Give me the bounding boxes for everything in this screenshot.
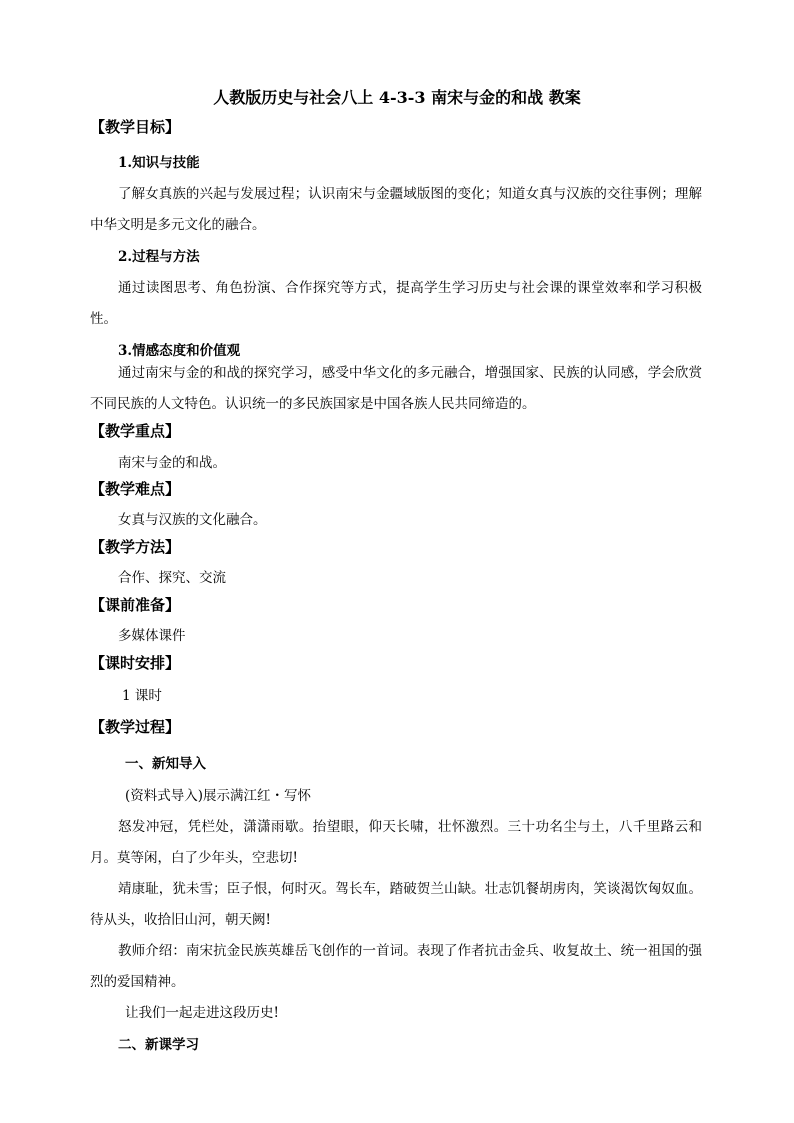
attitude-values-heading: 3.情感态度和价值观 — [118, 343, 241, 359]
class-hours-text: 1 课时 — [122, 688, 162, 704]
knowledge-skills-heading: 1.知识与技能 — [118, 155, 200, 171]
difficulty-text: 女真与汉族的文化融合。 — [118, 512, 267, 528]
new-knowledge-intro-heading: 一、新知导入 — [125, 756, 206, 772]
poem-stanza-2: 靖康耻，犹未雪；臣子恨，何时灭。驾长车，踏破贺兰山缺。壮志饥餐胡虏肉，笑谈渴饮匈奴血。待从头，收拾旧山河，朝天阙! — [90, 881, 702, 928]
preparation-heading: 【课前准备】 — [90, 596, 181, 614]
key-points-heading: 【教学重点】 — [90, 422, 181, 440]
difficulty-heading: 【教学难点】 — [90, 480, 181, 498]
document-title: 人教版历史与社会八上 4-3-3 南宋与金的和战 教案 — [213, 88, 581, 107]
teacher-introduction: 教师介绍：南宋抗金民族英雄岳飞创作的一首词。表现了作者抗击金兵、收复故土、统一祖国的强烈的爱国精神。 — [90, 943, 702, 990]
new-lesson-heading: 二、新课学习 — [118, 1037, 199, 1053]
process-method-text: 通过读图思考、角色扮演、合作探究等方式，提高学生学习历史与社会课的课堂效率和学习积极性。 — [90, 280, 702, 327]
method-text: 合作、探究、交流 — [118, 570, 226, 586]
material-intro-text: (资料式导入)展示满江红・写怀 — [125, 788, 312, 804]
key-points-text: 南宋与金的和战。 — [118, 455, 226, 471]
teaching-process-heading: 【教学过程】 — [90, 718, 181, 736]
closing-line: 让我们一起走进这段历史! — [125, 1005, 279, 1021]
preparation-text: 多媒体课件 — [118, 628, 186, 644]
poem-stanza-1: 怒发冲冠，凭栏处，潇潇雨歇。抬望眼，仰天长啸，壮怀激烈。三十功名尘与土，八千里路云和月。莫等闲，白了少年头，空悲切! — [90, 819, 702, 866]
method-heading: 【教学方法】 — [90, 538, 181, 556]
knowledge-skills-text: 了解女真族的兴起与发展过程；认识南宋与金疆域版图的变化；知道女真与汉族的交往事例；理解中华文明是多元文化的融合。 — [90, 186, 702, 233]
attitude-values-text: 通过南宋与金的和战的探究学习，感受中华文化的多元融合，增强国家、民族的认同感，学会欣赏不同民族的人文特色。认识统一的多民族国家是中国各族人民共同缔造的。 — [90, 365, 702, 412]
objectives-heading: 【教学目标】 — [90, 118, 181, 136]
class-hours-heading: 【课时安排】 — [90, 654, 181, 672]
process-method-heading: 2.过程与方法 — [118, 249, 200, 265]
